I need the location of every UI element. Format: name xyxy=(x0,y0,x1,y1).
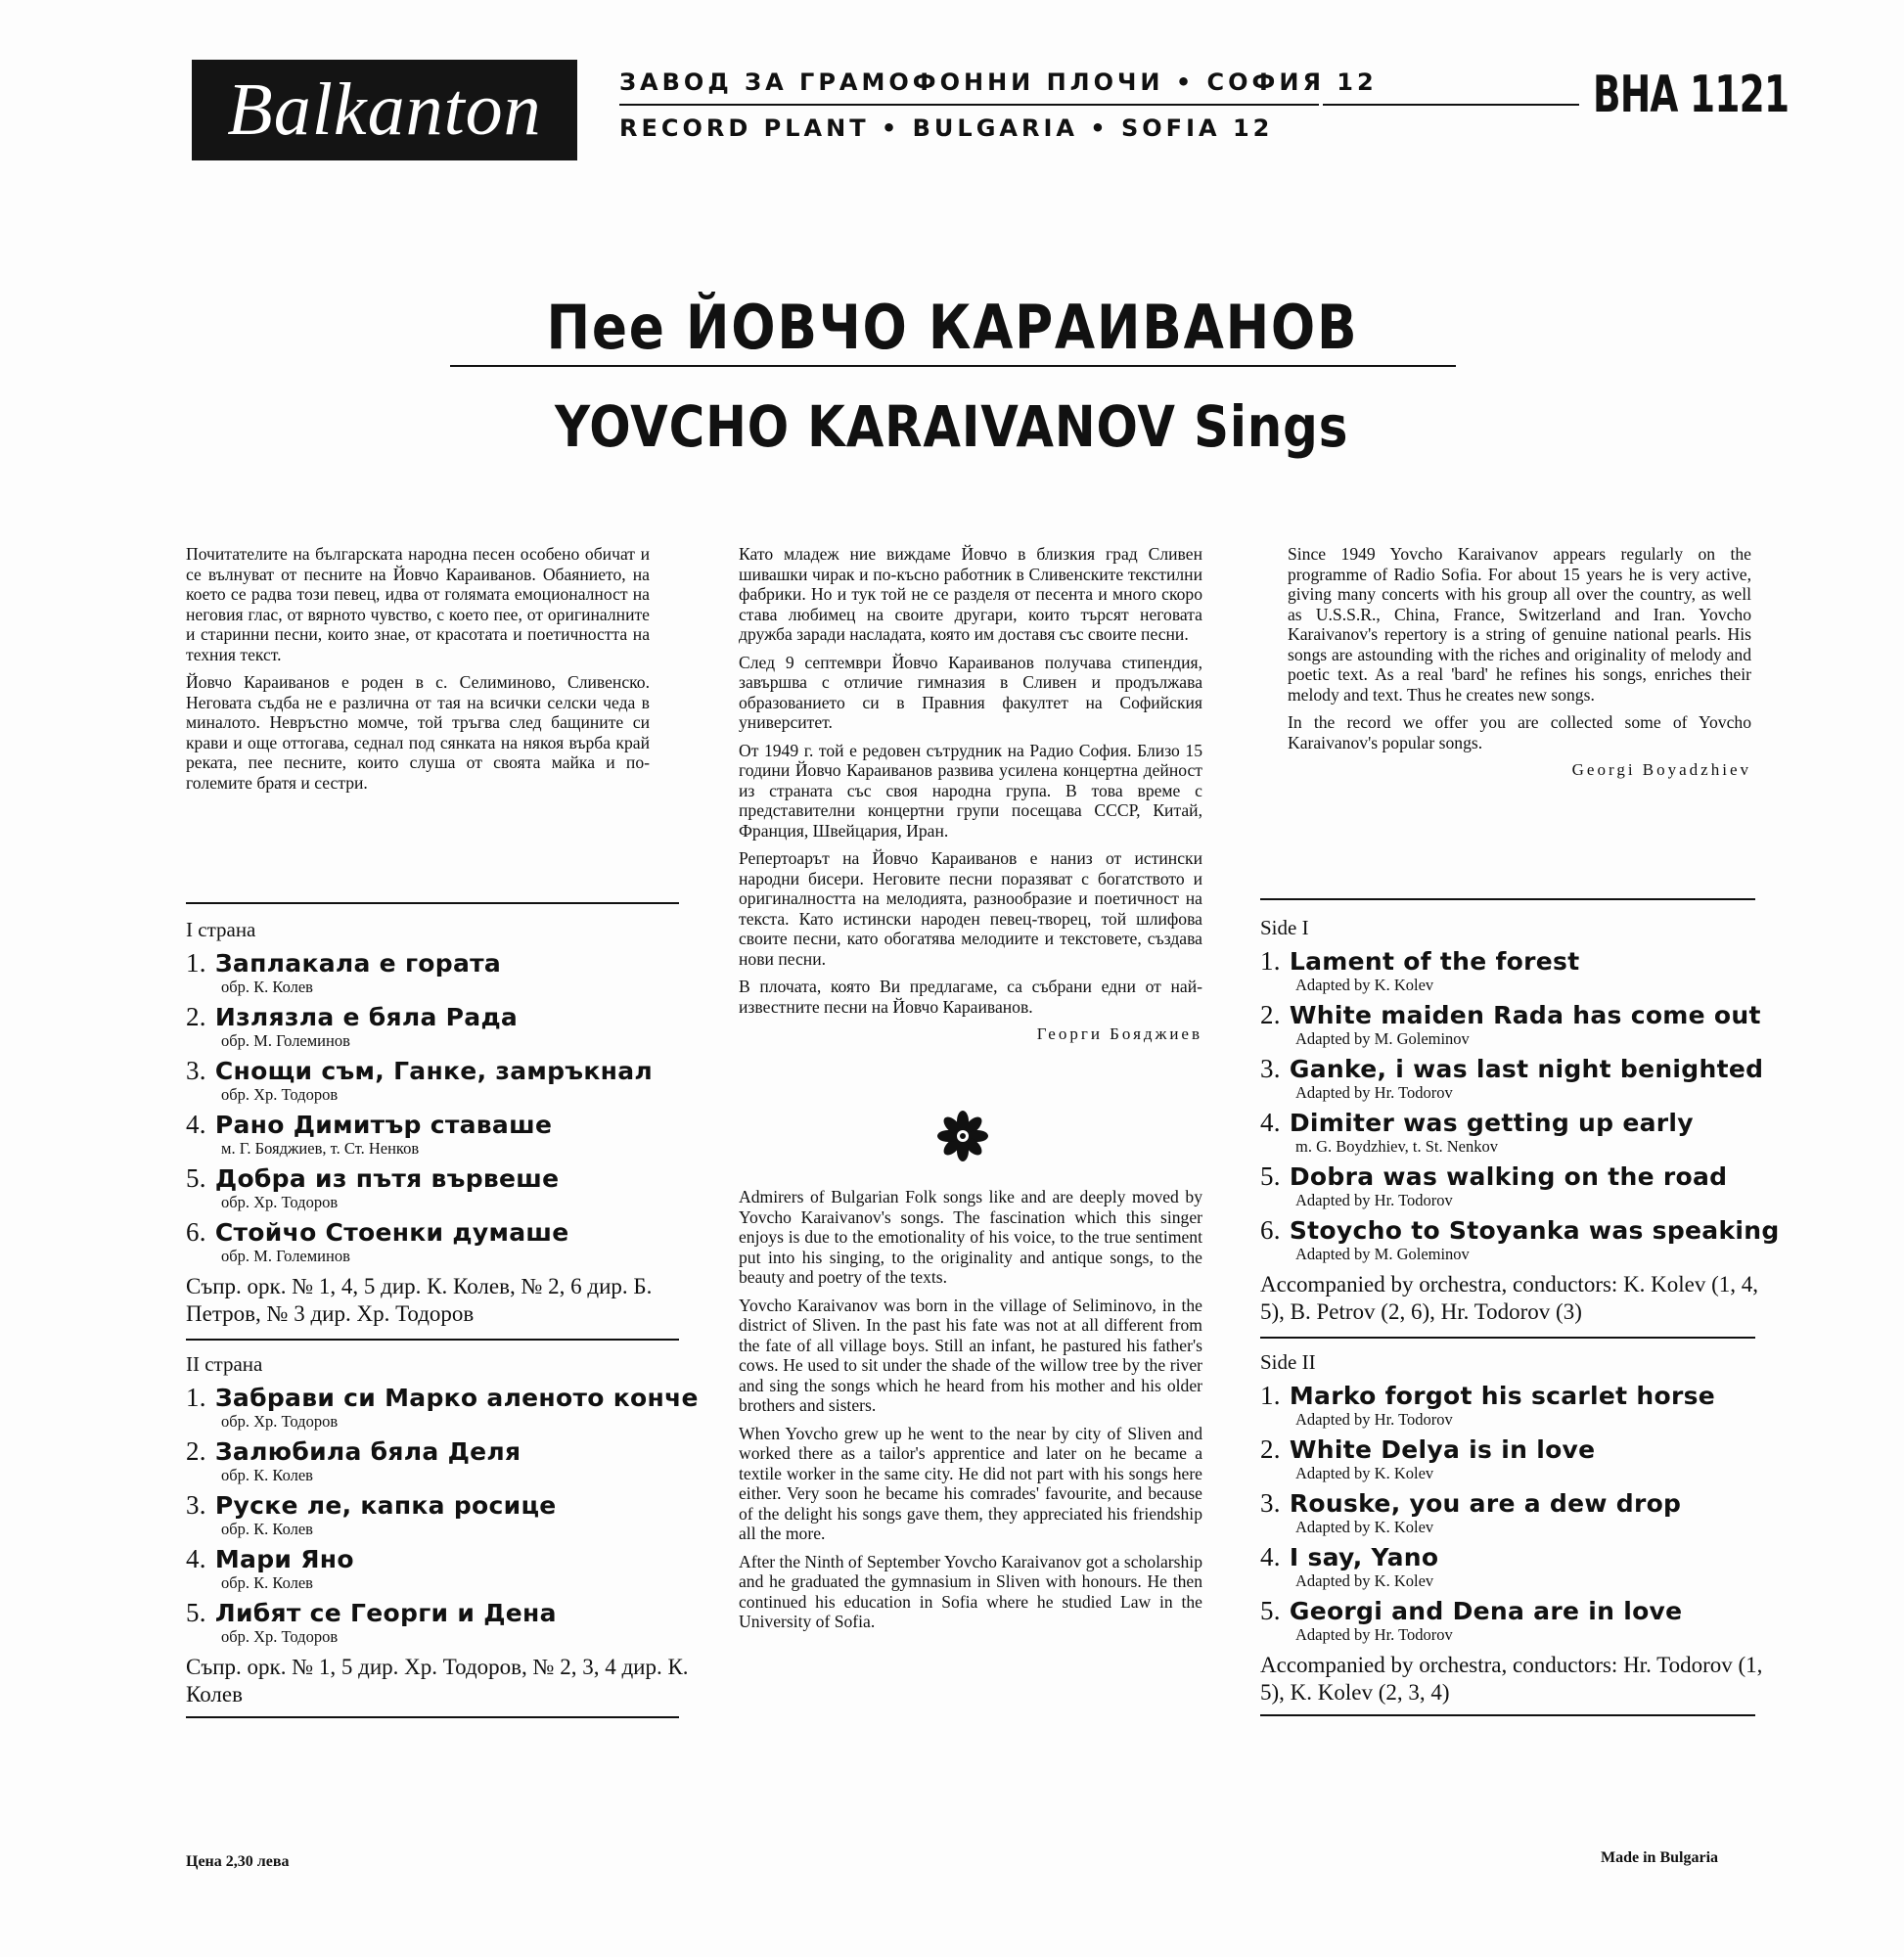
title-divider xyxy=(450,365,1456,367)
catalog-number: ВНА 1121 xyxy=(1593,66,1790,124)
bg-notes-middle xyxy=(739,544,1202,1045)
track-credit: Adapted by Hr. Todorov xyxy=(1295,1083,1453,1102)
en-notes-right xyxy=(1288,544,1751,781)
track-number: 1. xyxy=(186,948,206,978)
bg-paragraph: След 9 септември Йовчо Караиванов получава стипендия, завършва с отличие гимназия в Сливен и продължава образованието си в Правния факултет на Софийския университет. xyxy=(739,652,1202,732)
track-item xyxy=(186,1383,699,1431)
track-title: Излязла е бяла Рада xyxy=(214,1003,519,1031)
track-number: 3. xyxy=(1260,1488,1281,1518)
track-credit: обр. М. Големинов xyxy=(221,1247,350,1265)
track-credit: обр. К. Колев xyxy=(221,1466,313,1484)
track-credit: Adapted by M. Goleminov xyxy=(1295,1029,1470,1048)
tracklist-rule xyxy=(1260,898,1755,900)
track-number: 2. xyxy=(1260,1000,1281,1029)
side-label: Side II xyxy=(1260,1350,1316,1374)
track-item xyxy=(186,948,695,996)
track-number: 1. xyxy=(186,1383,206,1412)
record-plant-en: RECORD PLANT • BULGARIA • SOFIA 12 xyxy=(619,114,1274,142)
bg-paragraph: Репертоарът на Йовчо Караиванов е наниз от истински народни бисери. Неговите песни поразяват с богатството и оригиналността на мелодията, разнообразие и поетичност на текста. Като истински народен певец-творец, той шлифова своите песни, като обогатява мелодиите и текстовете, създава нови песни. xyxy=(739,848,1202,969)
tracklist-rule xyxy=(186,1339,679,1341)
track-item xyxy=(1260,1054,1769,1102)
track-item xyxy=(186,1217,695,1265)
track-number: 6. xyxy=(1260,1215,1281,1245)
track-credit: обр. К. Колев xyxy=(221,1573,313,1592)
track-item xyxy=(1260,1488,1769,1536)
track-item xyxy=(1260,1542,1769,1590)
track-item xyxy=(186,1598,695,1646)
track-title: Залюбила бяла Деля xyxy=(214,1437,521,1466)
en-notes-middle xyxy=(739,1187,1202,1640)
track-item xyxy=(1260,1434,1769,1482)
track-item xyxy=(1260,1215,1780,1263)
track-credit: м. Г. Бояджиев, т. Ст. Ненков xyxy=(221,1139,420,1158)
track-title: Marko forgot his scarlet horse xyxy=(1289,1382,1716,1410)
track-number: 6. xyxy=(186,1217,206,1247)
orchestra-credits: Accompanied by orchestra, conductors: Hr. Todorov (1, 5), K. Kolev (2, 3, 4) xyxy=(1260,1653,1763,1705)
side-label: I страна xyxy=(186,918,256,941)
track-number: 1. xyxy=(1260,1381,1281,1410)
track-item xyxy=(1260,1161,1769,1209)
track-title: White Delya is in love xyxy=(1289,1435,1596,1464)
track-number: 1. xyxy=(1260,946,1281,976)
tracklist-bg-side-1 xyxy=(186,918,695,1328)
track-credit: обр. Хр. Тодоров xyxy=(221,1193,339,1211)
track-title: Стойчо Стоенки думаше xyxy=(214,1218,569,1247)
track-credit: Adapted by K. Kolev xyxy=(1295,1464,1434,1482)
track-number: 4. xyxy=(186,1544,206,1573)
side-label: Side I xyxy=(1260,916,1309,939)
tracklist-en-side-2 xyxy=(1260,1350,1769,1707)
track-title: Rouske, you are a dew drop xyxy=(1289,1489,1682,1518)
track-title: Мари Яно xyxy=(214,1545,354,1573)
track-title: Рано Димитър ставаше xyxy=(214,1111,553,1139)
title-english: YOVCHO KARAIVANOV Sings xyxy=(555,393,1349,460)
en-paragraph: After the Ninth of September Yovcho Karaivanov got a scholarship and he graduated the gymnasium in Sliven with honours. He then continued his education in Sofia where he studied Law in the University of Sofia. xyxy=(739,1551,1202,1631)
track-number: 5. xyxy=(186,1163,206,1193)
track-item xyxy=(186,1490,695,1538)
track-credit: обр. М. Големинов xyxy=(221,1031,350,1050)
track-title: Заплакала е гората xyxy=(214,949,502,978)
track-title: Ganke, i was last night benighted xyxy=(1289,1055,1764,1083)
track-number: 2. xyxy=(1260,1434,1281,1464)
en-paragraph: Admirers of Bulgarian Folk songs like and are deeply moved by Yovcho Karaivanov's songs. The fascination which this singer enjoys is due to the emotionality of his voice, to the true sentiment put into his singing, to the originality and antique songs, to the beauty and poetry of the texts. xyxy=(739,1187,1202,1287)
track-item xyxy=(1260,1381,1769,1429)
track-credit: Adapted by K. Kolev xyxy=(1295,1571,1434,1590)
track-item xyxy=(1260,1000,1769,1048)
track-item xyxy=(186,1436,695,1484)
header-divider xyxy=(619,104,1319,106)
track-title: Lament of the forest xyxy=(1289,947,1580,976)
flower-ornament-icon xyxy=(935,1109,990,1163)
tracklist-bg-side-2 xyxy=(186,1352,699,1708)
track-title: Добра из пътя вървеше xyxy=(214,1164,560,1193)
track-credit: Adapted by Hr. Todorov xyxy=(1295,1410,1453,1429)
track-credit: Adapted by Hr. Todorov xyxy=(1295,1625,1453,1644)
bg-signature: Георги Бояджиев xyxy=(1036,1024,1202,1043)
side-label: II страна xyxy=(186,1352,263,1376)
track-credit: обр. Хр. Тодоров xyxy=(221,1085,339,1104)
track-number: 4. xyxy=(1260,1542,1281,1571)
price-label: Цена 2,30 лева xyxy=(186,1853,290,1870)
track-title: Dimiter was getting up early xyxy=(1289,1109,1694,1137)
track-number: 5. xyxy=(1260,1161,1281,1191)
track-title: Dobra was walking on the road xyxy=(1289,1162,1728,1191)
track-number: 4. xyxy=(1260,1108,1281,1137)
en-signature: Georgi Boyadzhiev xyxy=(1571,760,1751,779)
balkanton-logo: Balkanton xyxy=(192,60,577,160)
track-title: Stoycho to Stoyanka was speaking xyxy=(1289,1216,1780,1245)
track-title: Руске ле, капка росице xyxy=(214,1491,557,1520)
track-credit: Adapted by K. Kolev xyxy=(1295,976,1434,994)
bg-paragraph: В плочата, която Ви предлагаме, са събрани едни от най-известните песни на Йовчо Караиванов. xyxy=(739,977,1202,1017)
bg-paragraph: Почитателите на българската народна песен особено обичат и се вълнуват от песните на Йовчо Караиванов. Обаянието, на което се радва този певец, идва от голямата емоционалност на неговия глас, от вярното чувство, с което пее, от оригиналните и старинни песни, които знае, от красотата и поетичността на техния текст. xyxy=(186,544,650,664)
track-item xyxy=(186,1544,695,1592)
track-number: 5. xyxy=(186,1598,206,1627)
track-credit: Adapted by M. Goleminov xyxy=(1295,1245,1470,1263)
track-number: 5. xyxy=(1260,1596,1281,1625)
bg-paragraph: Като младеж ние виждаме Йовчо в близкия град Сливен шивашки чирак и по-късно работник в Сливенските текстилни фабрики. Но и тук той не се разделя от песента и много скоро става любимец на своите другари, които търсят неговата дружба заради насладата, която им доставя със своите песни. xyxy=(739,544,1202,644)
en-paragraph: Yovcho Karaivanov was born in the village of Seliminovo, in the district of Sliven. In the past his fate was not at all different from the fate of all village boys. Still an infant, he pastured his father's cows. He used to sit under the shade of the willow tree by the river and sing the songs which he heard from his mother and his older brothers and sisters. xyxy=(739,1295,1202,1415)
track-item xyxy=(186,1056,695,1104)
track-number: 3. xyxy=(186,1056,206,1085)
en-paragraph: Since 1949 Yovcho Karaivanov appears regularly on the programme of Radio Sofia. For about 15 years he is very active, giving many concerts with his group all over the country, as well as U.S.S.R., China, France, Switzerland and Iran. Yovcho Karaivanov's repertory is a string of genuine national pearls. His songs are astounding with the riches and originality of melody and poetic text. As a real 'bard' he refines his songs, enriches their melody and text. Thus he creates new songs. xyxy=(1288,544,1751,705)
track-credit: Adapted by K. Kolev xyxy=(1295,1518,1434,1536)
track-credit: обр. Хр. Тодоров xyxy=(221,1412,339,1431)
record-plant-bg: ЗАВОД ЗА ГРАМОФОННИ ПЛОЧИ • СОФИЯ 12 xyxy=(619,68,1378,96)
title-bulgarian: Пее ЙОВЧО КАРАИВАНОВ xyxy=(546,292,1358,363)
bg-paragraph: Йовчо Караиванов е роден в с. Селиминово, Сливенско. Неговата съдба не е различна от тая на всички селски чеда в миналото. Невръстно момче, той тръгва след бащините си крави и още оттогава, седнал под сянката на някоя върба край реката, пее песните, които слуша от своята майка и по-големите братя и сестри. xyxy=(186,672,650,793)
track-title: Georgi and Dena are in love xyxy=(1289,1597,1683,1625)
en-paragraph: In the record we offer you are collected some of Yovcho Karaivanov's popular songs. xyxy=(1288,712,1751,752)
track-item xyxy=(186,1110,695,1158)
tracklist-en-side-1 xyxy=(1260,916,1780,1326)
track-number: 4. xyxy=(186,1110,206,1139)
track-credit: обр. К. Колев xyxy=(221,978,313,996)
orchestra-credits: Съпр. орк. № 1, 4, 5 дир. К. Колев, № 2, 6 дир. Б. Петров, № 3 дир. Хр. Тодоров xyxy=(186,1274,653,1326)
track-title: Забрави си Марко аленото конче xyxy=(214,1384,699,1412)
track-credit: обр. Хр. Тодоров xyxy=(221,1627,339,1646)
track-item xyxy=(1260,1108,1769,1156)
track-item xyxy=(1260,1596,1769,1644)
tracklist-rule xyxy=(186,902,679,904)
track-number: 3. xyxy=(186,1490,206,1520)
track-item xyxy=(186,1002,695,1050)
track-title: Снощи съм, Ганке, замръкнал xyxy=(214,1057,654,1085)
track-item xyxy=(1260,946,1769,994)
bg-notes-left xyxy=(186,544,650,800)
tracklist-rule xyxy=(1260,1714,1755,1716)
track-number: 2. xyxy=(186,1002,206,1031)
bg-paragraph: От 1949 г. той е редовен сътрудник на Радио София. Близо 15 години Йовчо Караиванов развива усилена концертна дейност из страната със своя народна група. В това време с представителни концертни групи посещава СССР, Китай, Франция, Швейцария, Иран. xyxy=(739,740,1202,841)
track-item xyxy=(186,1163,695,1211)
track-title: White maiden Rada has come out xyxy=(1289,1001,1761,1029)
track-credit: Adapted by Hr. Todorov xyxy=(1295,1191,1453,1209)
orchestra-credits: Съпр. орк. № 1, 5 дир. Хр. Тодоров, № 2, 3, 4 дир. К. Колев xyxy=(186,1655,689,1707)
tracklist-rule xyxy=(186,1716,679,1718)
track-number: 2. xyxy=(186,1436,206,1466)
track-title: I say, Yano xyxy=(1289,1543,1439,1571)
made-in-label: Made in Bulgaria xyxy=(1601,1849,1719,1866)
header-rule xyxy=(1323,104,1579,106)
tracklist-rule xyxy=(1260,1337,1755,1339)
en-paragraph: When Yovcho grew up he went to the near by city of Sliven and worked there as a tailor's apprentice and later on he became a textile worker in the same city. He did not part with his songs here either. Very soon he became his comrades' favourite, and because of the delight his songs gave them, they appreciated his friendship all the more. xyxy=(739,1423,1202,1543)
orchestra-credits: Accompanied by orchestra, conductors: K. Kolev (1, 4, 5), B. Petrov (2, 6), Hr. Todorov (3) xyxy=(1260,1272,1759,1324)
track-title: Либят се Георги и Дена xyxy=(214,1599,557,1627)
track-credit: обр. К. Колев xyxy=(221,1520,313,1538)
track-number: 3. xyxy=(1260,1054,1281,1083)
track-credit: m. G. Boydzhiev, t. St. Nenkov xyxy=(1295,1137,1498,1156)
